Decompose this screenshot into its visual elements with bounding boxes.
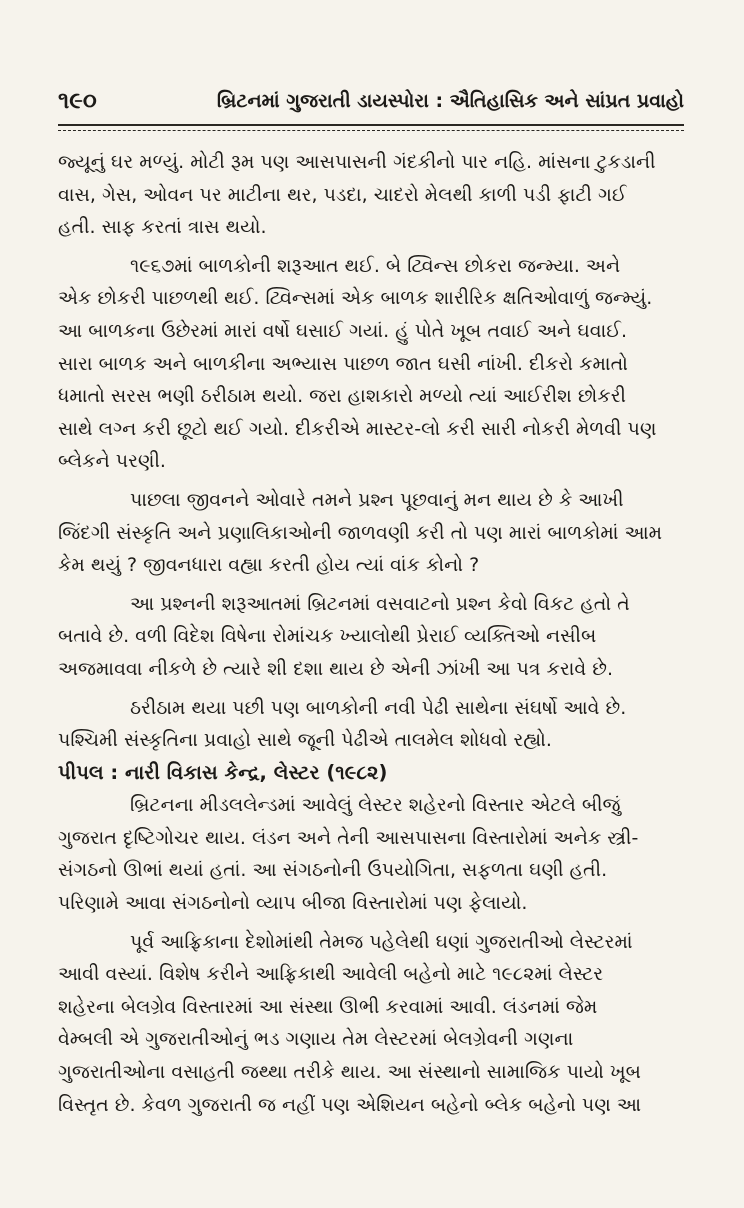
text-line: એક છોકરી પાછળથી થઈ. ટ્વિન્સમાં એક બાળક શારીરિક ક્ષતિઓવાળું જન્મ્યું. <box>58 287 653 310</box>
text-line: વિસ્તૃત છે. કેવળ ગુજરાતી જ નહીં પણ એશિયન બહેનો બ્લેક બહેનો પણ આ <box>58 1093 642 1116</box>
paragraph <box>58 484 684 582</box>
text-line: જ્યૂનું ઘર મળ્યું. મોટી રૂમ પણ આસપાસની ગંદકીનો પાર નહિ. માંસના ટુકડાની <box>58 151 656 173</box>
text-line: અજમાવવા નીકળે છે ત્યારે શી દશા થાય છે એની ઝાંખી આ પત્ર કરાવે છે. <box>58 657 614 680</box>
header-rule <box>58 124 684 131</box>
text-line: ઠરીઠામ થયા પછી પણ બાળકોની નવી પેઢી સાથેના સંઘર્ષો આવે છે. <box>130 696 627 719</box>
text-line: સંગઠનો ઊભાં થયાં હતાં. આ સંગઠનોની ઉપયોગિતા, સફળતા ઘણી હતી. <box>58 859 608 882</box>
paragraph <box>58 692 684 757</box>
paragraph <box>58 789 684 919</box>
text-line: કેમ થયું ? જીવનધારા વહ્યા કરતી હોય ત્યાં વાંક કોનો ? <box>58 554 480 577</box>
text-line: શહેરના બેલગ્રેવ વિસ્તારમાં આ સંસ્થા ઊભી કરવામાં આવી. લંડનમાં જેમ <box>58 995 598 1018</box>
paragraph <box>58 250 684 478</box>
paragraph <box>58 588 684 686</box>
paragraph <box>58 146 684 244</box>
text-line: હતી. સાફ કરતાં ત્રાસ થયો. <box>58 216 267 239</box>
text-line: પશ્ચિમી સંસ્કૃતિના પ્રવાહો સાથે જૂની પેઢીએ તાલમેલ શોધવો રહ્યો. <box>58 729 552 752</box>
text-line: ગુજરાતીઓના વસાહતી જથ્થા તરીકે થાય. આ સંસ્થાનો સામાજિક પાયો ખૂબ <box>58 1061 641 1084</box>
text-line: આવી વસ્યાં. વિશેષ કરીને આફ્રિકાથી આવેલી બહેનો માટે ૧૯૮૨માં લેસ્ટર <box>58 963 604 986</box>
text-line: આ બાળકના ઉછેરમાં મારાં વર્ષો ઘસાઈ ગયાં. હું પોતે ખૂબ તવાઈ અને ઘવાઈ. <box>58 319 627 342</box>
text-line: વેમ્બલી એ ગુજરાતીઓનું ભડ ગણાય તેમ લેસ્ટરમાં બેલગ્રેવની ગણના <box>58 1028 574 1051</box>
text-line: પરિણામે આવા સંગઠનોનો વ્યાપ બીજા વિસ્તારોમાં પણ ફેલાયો. <box>58 892 528 915</box>
text-line: પાછલા જીવનને ઓવારે તમને પ્રશ્ન પૂછવાનું મન થાય છે કે આખી <box>130 488 624 511</box>
text-line: આ પ્રશ્નની શરૂઆતમાં બ્રિટનમાં વસવાટનો પ્રશ્ન કેવો વિકટ હતો તે <box>130 592 630 615</box>
text-line: બતાવે છે. વળી વિદેશ વિષેના રોમાંચક ખ્યાલોથી પ્રેરાઈ વ્યક્તિઓ નસીબ <box>58 625 597 648</box>
paragraph <box>58 926 684 1122</box>
text-line: વાસ, ગેસ, ઓવન પર માટીના થર, પડદા, ચાદરો મેલથી કાળી પડી ફાટી ગઈ <box>58 183 627 206</box>
text-line: બ્રિટનના મીડલલેન્ડમાં આવેલું લેસ્ટર શહેરનો વિસ્તાર એટલે બીજું <box>130 794 621 817</box>
body-text <box>58 146 684 1121</box>
text-line: ગુજરાત દૃષ્ટિગોચર થાય. લંડન અને તેની આસપાસના વિસ્તારોમાં અનેક સ્ત્રી- <box>58 826 639 849</box>
text-line: સાથે લગ્ન કરી છૂટો થઈ ગયો. દીકરીએ માસ્ટર-લો કરી સારી નોકરી મેળવી પણ <box>58 417 657 440</box>
text-line: ૧૯૬૭માં બાળકોની શરૂઆત થઈ. બે ટ્વિન્સ છોકરા જન્મ્યા. અને <box>130 254 621 277</box>
section-heading: પીપલ : નારી વિકાસ કેન્દ્ર, લેસ્ટર (૧૯૮૨) <box>58 760 388 784</box>
text-line: ધમાતો સરસ ભણી ઠરીઠામ થયો. જરા હાશકારો મળ્યો ત્યાં આઈરીશ છોકરી <box>58 385 626 408</box>
page-number: ૧૯૦ <box>58 88 97 114</box>
text-line: પૂર્વ આફ્રિકાના દેશોમાંથી તેમજ પહેલેથી ઘણાં ગુજરાતીઓ લેસ્ટરમાં <box>130 930 633 953</box>
text-line: બ્લેકને પરણી. <box>58 450 166 473</box>
text-line: જિંદગી સંસ્કૃતિ અને પ્રણાલિકાઓની જાળવણી કરી તો પણ મારાં બાળકોમાં આમ <box>58 521 663 544</box>
page-header <box>58 86 684 122</box>
running-title: બ્રિટનમાં ગુજરાતી ડાયસ્પોરા : ઐતિહાસિક અને સાંપ્રત પ્રવાહો <box>216 90 684 112</box>
text-line: સારા બાળક અને બાળકીના અભ્યાસ પાછળ જાત ઘસી નાંખી. દીકરો કમાતો <box>58 352 628 375</box>
